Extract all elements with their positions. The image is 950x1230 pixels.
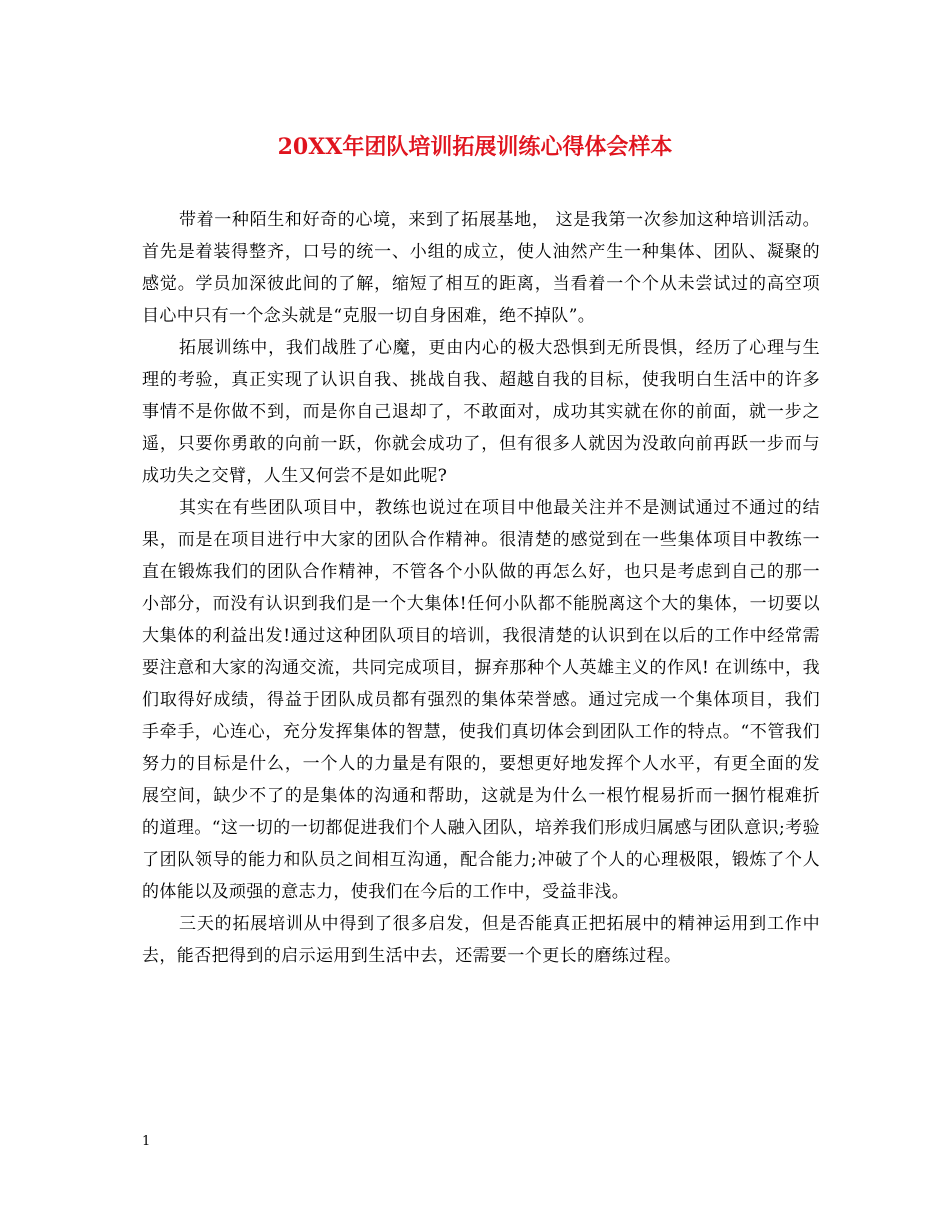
paragraph-2: 拓展训练中，我们战胜了心魔，更由内心的极大恐惧到无所畏惧，经历了心理与生理的考验，真正实现了认识自我、挑战自我、超越自我的目标，使我明白生活中的许多事情不是你做不到，而是你自己退却了，不敢面对，成功其实就在你的前面，就一步之遥，只要你勇敢的向前一跃，你就会成功了，但有很多人就因为没敢向前再跃一步而与成功失之交臂，人生又何尝不是如此呢?: [142, 338, 820, 486]
paragraph-3: 其实在有些团队项目中，教练也说过在项目中他最关注并不是测试通过不通过的结果，而是在项目进行中大家的团队合作精神。很清楚的感觉到在一些集体项目中教练一直在锻炼我们的团队合作精神，不管各个小队做的再怎么好，也只是考虑到自己的那一小部分，而没有认识到我们是一个大集体!任何小队都不能脱离这个大的集体，一切要以大集体的利益出发!通过这种团队项目的培训，我很清楚的认识到在以后的工作中经常需要注意和大家的沟通交流，共同完成项目，摒弃那种个人英雄主义的作风! 在训练中，我们取得好成绩，得益于团队成员都有强烈的集体荣誉感。通过完成一个集体项目，我们手牵手，心连心，充分发挥集体的智慧，使我们真切体会到团队工作的特点。“不管我们努力的目标是什么，一个人的力量是有限的，要想更好地发挥个人水平，有更全面的发展空间，缺少不了的是集体的沟通和帮助，这就是为什么一根竹棍易折而一捆竹棍难折的道理。“这一切的一切都促进我们个人融入团队，培养我们形成归属感与团队意识;考验了团队领导的能力和队员之间相互沟通，配合能力;冲破了个人的心理极限，锻炼了个人的体能以及顽强的意志力，使我们在今后的工作中，受益非浅。: [142, 498, 820, 902]
document-body: [142, 204, 820, 972]
page-number: 1: [142, 1134, 151, 1149]
paragraph-4: 三天的拓展培训从中得到了很多启发，但是否能真正把拓展中的精神运用到工作中去，能否把得到的启示运用到生活中去，还需要一个更长的磨练过程。: [142, 914, 820, 966]
paragraph-1: 带着一种陌生和好奇的心境，来到了拓展基地， 这是我第一次参加这种培训活动。首先是着装得整齐，口号的统一、小组的成立，使人油然产生一种集体、团队、凝聚的感觉。学员加深彼此间的了解，缩短了相互的距离，当看着一个个从未尝试过的高空项目心中只有一个念头就是“克服一切自身困难，绝不掉队”。: [142, 210, 820, 326]
document-title: 20XX年团队培训拓展训练心得体会样本: [277, 134, 673, 160]
